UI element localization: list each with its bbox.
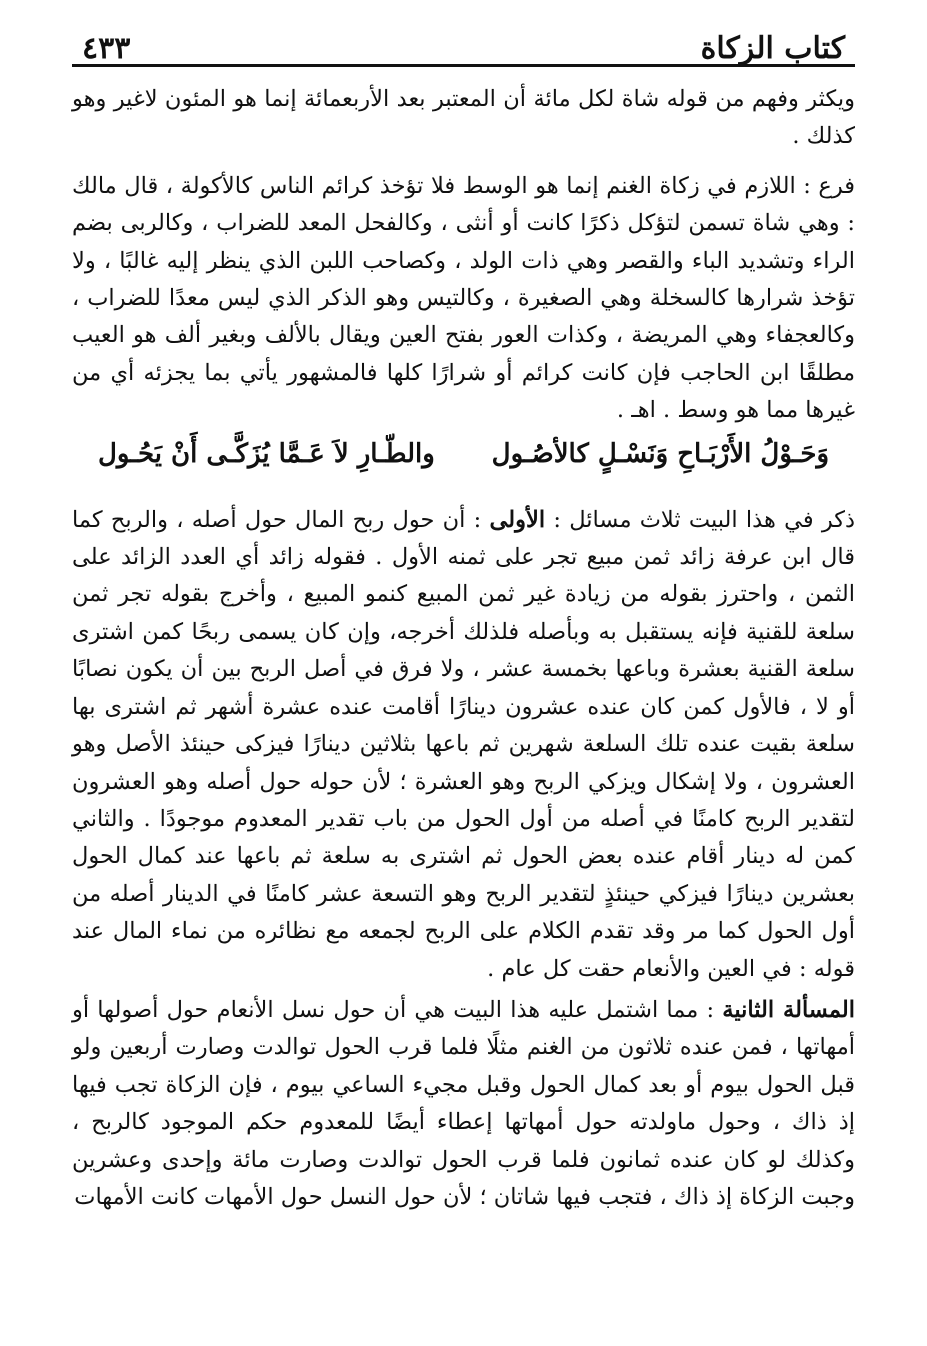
paragraph-far: فرع : اللازم في زكاة الغنم إنما هو الوسط فلا تؤخذ كرائم الناس كالأكولة ، قال مالك : وهي شاة تسمن لتؤكل ذكرًا كانت أو أنثى ، وكالفحل المعد للضراب ، وكالربى بضم الراء وتشديد الباء والقصر وهي ذات الولد ، وكصاحب اللبن الذي ينظر إليه غالبًا ، ولا تؤخذ شرارها كالسخلة وهي الصغيرة ، وكالتيس وهو الذكر الذي ليس معدًا للضراب ، وكالعجفاء وهي المريضة ، وكذات العور بفتح العين ويقال بالألف وبغير ألف هو العيب مطلقًا ابن الحاجب فإن كانت كرائم أو شرارًا كلها فالمشهور يأتي بما يجزئه أي من غيرها مما هو وسط . اهـ .	[72, 172, 855, 424]
first-issue-label: الأولى	[489, 506, 546, 533]
page-header	[72, 18, 855, 67]
paragraph-second-issue	[72, 992, 855, 1216]
second-issue-label: المسألة الثانية	[722, 996, 855, 1023]
chapter-title: كتاب الزكاة	[700, 31, 845, 66]
second-issue-body: : مما اشتمل عليه هذا البيت هي أن حول نسل الأنعام حول أصولها أو أمهاتها ، فمن عنده ثلاثون من الغنم مثلًا فلما قرب الحول توالدت وصارت أربعين ولو قبل الحول بيوم أو بعد كمال الحول وقبل مجيء الساعي بيوم ، فإن الزكاة تجب فيها إذ ذاك ، وحول ماولدته حول أمهاتها إعطاء أيضًا للمعدوم حكم الموجود كالربح ، وكذلك لو كان عنده ثمانون فلما قرب الحول توالدت وصارت مائة وإحدى وعشرين وجبت الزكاة إذ ذاك ، فتجب فيها شاتان ؛ لأن حول النسل حول الأمهات كانت الأمهات	[72, 996, 855, 1210]
verse-second-hemistich: والطّـارِ لاَ عَـمَّا يُزَكَّـى أَنْ يَحُـول	[98, 438, 435, 469]
paragraph-continuation: ويكثر وفهم من قوله شاة لكل مائة أن المعتبر بعد الأربعمائة إنما هو المئون لاغير وهو كذلك .	[72, 86, 855, 150]
verse-first-hemistich: وَحَـوْلُ الأَرْبَـاحِ وَنَسْـلٍ كالأصُـول	[491, 438, 829, 469]
paragraph-first-issue	[72, 502, 855, 988]
poem-verse	[72, 430, 855, 492]
page-number: ٤٣٣	[82, 31, 131, 66]
first-issue-intro: ذكر في هذا البيت ثلاث مسائل :	[553, 506, 856, 533]
first-issue-body: : أن حول ربح المال حول أصله ، والربح كما قال ابن عرفة زائد ثمن مبيع تجر على ثمنه الأول . فقوله زائد أي العدد الزائد على الثمن ، واحترز بقوله من زيادة غير ثمن المبيع كنمو المبيع ، وأخرج بقوله تجر ثمن سلعة للقنية فإنه يستقبل به وبأصله فلذلك أخرجه، وإن كان يسمى ربحًا كمن اشترى سلعة القنية بعشرة وباعها بخمسة عشر ، ولا فرق في أصل الربح بين أن يكون نصابًا أو لا ، فالأول كمن كان عنده عشرون دينارًا أقامت عنده عشرة أشهر ثم اشترى بها سلعة بقيت عنده تلك السلعة شهرين ثم باعها بثلاثين دينارًا فيزكى حينئذ الأصل وهو العشرون ، ولا إشكال ويزكي الربح وهو العشرة ؛ لأن حوله حول أصله وهو العشرون لتقدير الربح كامنًا في أصله من أول الحول من باب تقدير المعدوم موجودًا . والثاني كمن له دينار أقام عنده بعض الحول ثم اشترى به سلعة ثم باعها عند كمال الحول بعشرين دينارًا فيزكي حينئذٍ لتقدير الربح وهو التسعة عشر كامنًا في الدينار أصله من أول الحول كما مر وقد تقدم الكلام على الربح لجمعه مع نظائره من نماء المال عند قوله : في العين والأنعام حقت كل عام .	[72, 506, 855, 982]
